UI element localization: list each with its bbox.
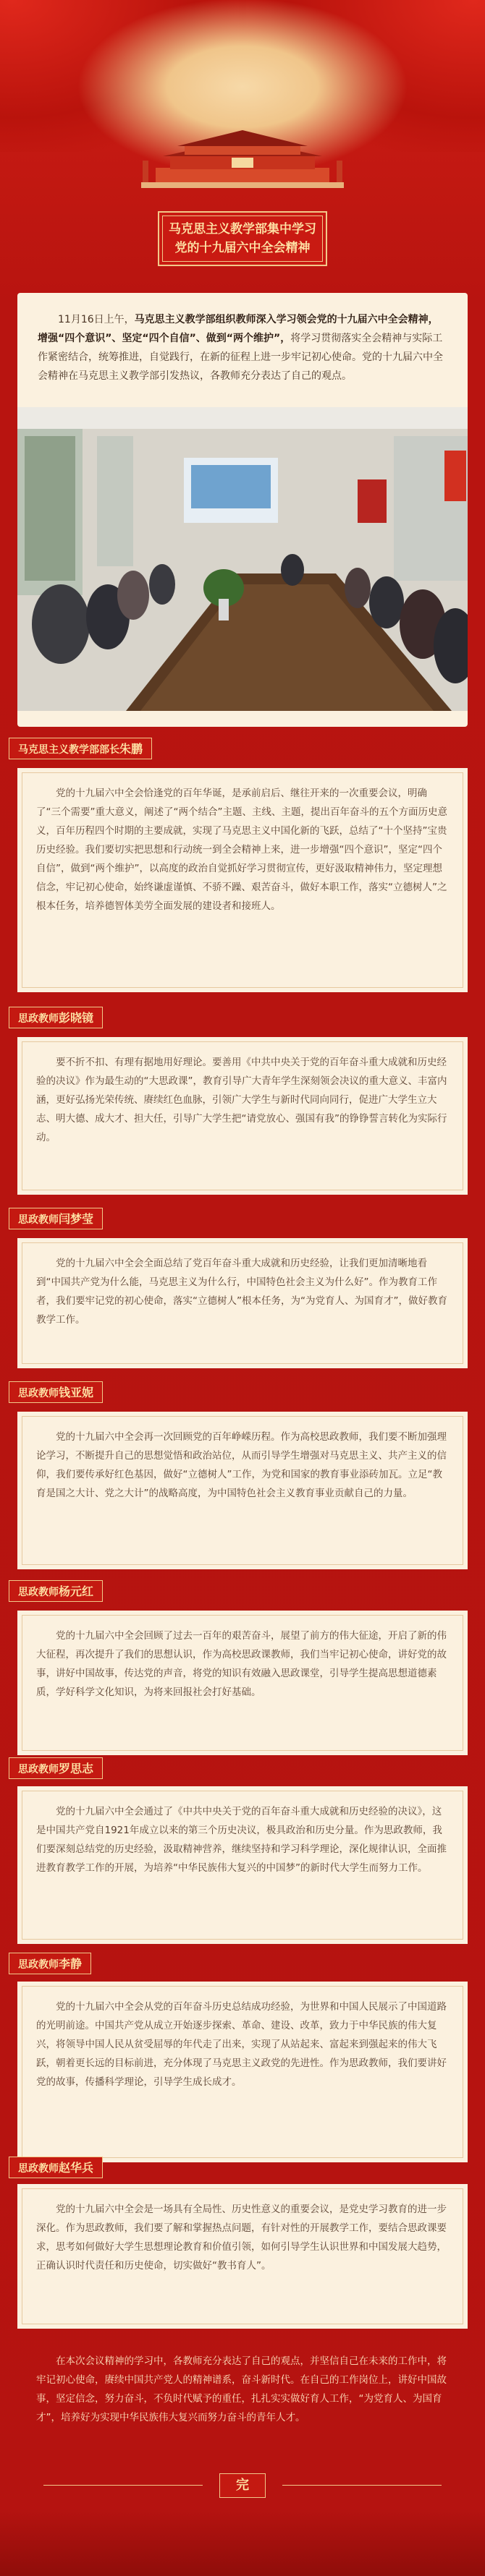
closing-paragraph-block: [17, 2337, 468, 2446]
section-role: 马克思主义教学部部长: [18, 744, 119, 756]
section-role: 思政教师: [18, 2163, 59, 2175]
intro-bold: 马克思主义教学部组织教师深入学习领会党的十九届六中全会精神，增强“四个意识”、坚定“四个自信”、做到“两个维护”，: [38, 314, 439, 344]
section-role: 思政教师: [18, 1214, 59, 1226]
section-name: 杨元红: [59, 1585, 94, 1598]
section-text: 党的十九届六中全会从党的百年奋斗历史总结成功经验，为世界和中国人民展示了中国道路的光明前途。中国共产党从成立开始逐步探索、革命、建设、改革，致力于中华民族的伟大复兴，将领导中国人民从贫受屈辱的年代走了出来，实现了从站起来、富起来到强起来的伟大飞跃，朝着更长远的目标前进，充分体现了马克思主义政党的先进性。作为思政教师，我们要讲好党的故事，传播科学理论，引导学生成长成才。: [36, 2001, 447, 2088]
section-role: 思政教师: [18, 1587, 59, 1598]
section-role: 思政教师: [18, 1764, 59, 1775]
section-text: 党的十九届六中全会是一场具有全局性、历史性意义的重要会议，是党史学习教育的进一步深化。作为思政教师，我们要了解和掌握热点问题，有针对性的开展教学工作，要结合思政课要求，思考如何做好大学生思想理论教育和价值引领，如何引导学生认识世界和中国发展大趋势，正确认识时代责任和历史使命，切实做好“教书育人”。: [36, 2204, 447, 2272]
section-name: 李静: [59, 1957, 83, 1971]
meeting-photo: [17, 407, 468, 711]
section-tag-luo-sizhi: [9, 1757, 103, 1779]
section-name: 彭晓镜: [59, 1011, 94, 1025]
section-name: 钱亚妮: [59, 1386, 94, 1399]
section-name: 朱鹏: [119, 742, 143, 756]
section-text: 要不折不扣、有理有据地用好理论。要善用《中共中央关于党的百年奋斗重大成就和历史经验的决议》作为最生动的“大思政课”，教育引导广大青年学生深刻领会决议的重大意义、丰富内涵，更好弘扬光荣传统、赓续红色血脉，引领广大学生与新时代同向同行，促进广大学生立大志、明大德、成大才、担大任，引导广大学生把“请党放心、强国有我”的铮铮誓言转化为实际行动。: [36, 1057, 447, 1143]
section-tag-qian-yani: [9, 1381, 103, 1403]
section-card-peng-xiaojing: [17, 1037, 468, 1195]
section-card-li-jing: [17, 1982, 468, 2162]
section-tag-zhu-peng: [9, 738, 152, 759]
section-card-luo-sizhi: [17, 1786, 468, 1944]
section-card-yan-mengying: [17, 1238, 468, 1368]
section-card-qian-yani: [17, 1412, 468, 1569]
bottom-background: [0, 2509, 485, 2576]
section-name: 赵华兵: [59, 2161, 94, 2175]
section-tag-peng-xiaojing: [9, 1007, 103, 1028]
intro-date: 11月16日上午，: [58, 314, 135, 325]
intro-paragraph: [38, 310, 447, 385]
title-line-1: 马克思主义教学部集中学习: [169, 222, 316, 236]
title-line-2: 党的十九届六中全会精神: [174, 241, 311, 255]
section-tag-li-jing: [9, 1953, 91, 1974]
section-text: 党的十九届六中全会再一次回顾党的百年峥嵘历程。作为高校思政教师，我们要不断加强理论学习，不断提升自己的思想觉悟和政治站位，从而引导学生增强对马克思主义、共产主义的信仰，我们要传承好红色基因，做好“立德树人”工作，为党和国家的教育事业添砖加瓦。立足“教育是国之大计、党之大计”的战略高度，为中国特色社会主义教育事业贡献自己的力量。: [36, 1431, 447, 1499]
section-role: 思政教师: [18, 1013, 59, 1025]
end-divider-left: [43, 2485, 203, 2486]
section-text: 党的十九届六中全会全面总结了党百年奋斗重大成就和历史经验，让我们更加清晰地看到“中国共产党为什么能，马克思主义为什么行，中国特色社会主义为什么好”。作为教育工作者，我们要牢记党的初心使命，落实“立德树人”根本任务，为“为党育人、为国育才”，做好教育教学工作。: [36, 1258, 447, 1326]
section-role: 思政教师: [18, 1388, 59, 1399]
intro-rest: 将学习贯彻落实全会精神与实际工作紧密结合，统筹推进，自觉践行，在新的征程上进一步牢记初心使命。党的十九届六中全会精神在马克思主义教学部引发热议，各教师充分表达了自己的观点。: [38, 333, 443, 382]
section-text: 党的十九届六中全会回顾了过去一百年的艰苦奋斗，展望了前方的伟大征途，开启了新的伟大征程，再次提升了我们的思想认识，作为高校思政课教师，我们当牢记初心使命，讲好党的故事，讲好中国故事，传达党的声音，将党的知识有效融入思政课堂，引导学生提高思想道德素质，学好科学文化知识，为将来回报社会打好基础。: [36, 1630, 447, 1698]
intro-card: [17, 293, 468, 727]
section-tag-yang-yuanhong: [9, 1580, 103, 1602]
section-card-zhao-huabing: [17, 2184, 468, 2329]
section-name: 闫梦莹: [59, 1212, 94, 1226]
tiananmen-illustration: [141, 123, 344, 188]
end-divider-right: [282, 2485, 442, 2486]
end-mark: 完: [219, 2473, 266, 2498]
section-card-yang-yuanhong: [17, 1611, 468, 1755]
section-name: 罗思志: [59, 1762, 94, 1775]
page-title: [158, 211, 327, 266]
section-role: 思政教师: [18, 1959, 59, 1971]
section-tag-yan-mengying: [9, 1208, 103, 1229]
section-text: 党的十九届六中全会通过了《中共中央关于党的百年奋斗重大成就和历史经验的决议》，这是中国共产党自1921年成立以来的第三个历史决议，极具政治和历史分量。作为思政教师，我们要深刻总结党的历史经验，汲取精神营养，继续坚持和学习科学理论，深化规律认识，全面推进教育教学工作的开展，为培养“中华民族伟大复兴的中国梦”的新时代大学生而努力工作。: [36, 1806, 447, 1874]
section-card-zhu-peng: [17, 768, 468, 992]
section-text: 党的十九届六中全会恰逢党的百年华诞，是承前启后、继往开来的一次重要会议，明确了“三个需要”重大意义，阐述了“两个结合”主题、主线、主题，提出百年奋斗的五个方面历史意义，百年历程四个时期的主要成就，实现了马克思主义中国化新的飞跃，总结了“十个坚持”宝贵历史经验。我们要切实把思想和行动统一到全会精神上来，进一步增强“四个意识”，坚定“四个自信”，做到“两个维护”，以高度的政治自觉抓好学习贯彻宣传，更好汲取精神伟力，坚定理想信念，牢记初心使命，始终谦虚谨慎、不骄不躁、艰苦奋斗，做好本职工作，落实“立德树人”之根本任务，培养德智体美劳全面发展的建设者和接班人。: [36, 788, 447, 912]
section-tag-zhao-huabing: [9, 2157, 103, 2178]
closing-paragraph: 在本次会议精神的学习中，各教师充分表达了自己的观点，并坚信自己在未来的工作中，将牢记初心使命，赓续中国共产党人的精神谱系，奋斗新时代。在自己的工作岗位上，讲好中国故事，坚定信念，努力奋斗，不负时代赋予的重任，扎扎实实做好育人工作，“为党育人、为国育才”，培养好为实现中华民族伟大复兴而努力奋斗的青年人才。: [36, 2355, 447, 2423]
